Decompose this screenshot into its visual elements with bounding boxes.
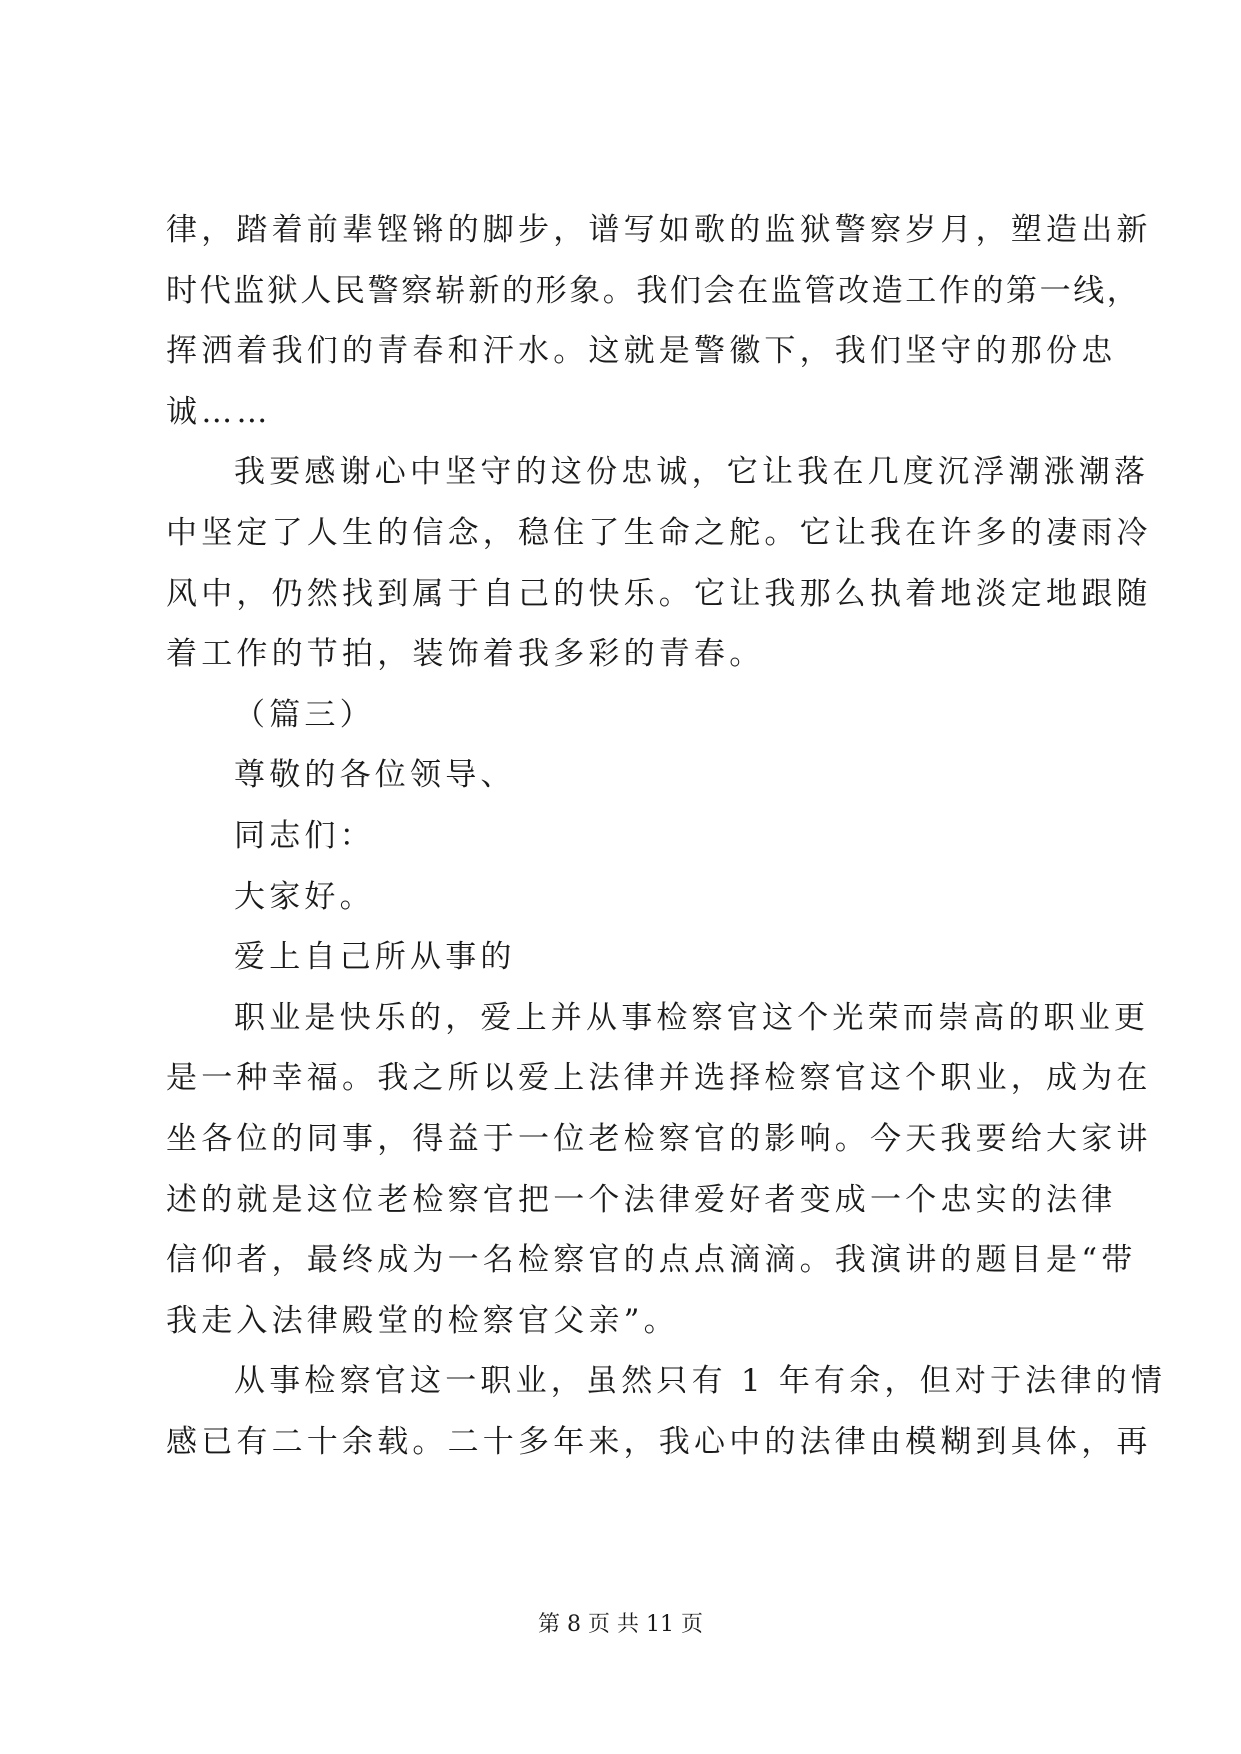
text-line: 着工作的节拍，装饰着我多彩的青春。 xyxy=(166,636,765,673)
page-footer: 第 8 页 共 11 页 xyxy=(538,1612,703,1637)
text-line: 述的就是这位老检察官把一个法律爱好者变成一个忠实的法律 xyxy=(166,1181,1117,1218)
text-line: （篇三） xyxy=(234,696,375,733)
text-line: 大家好。 xyxy=(234,878,375,915)
text-line: 尊敬的各位领导、 xyxy=(234,757,516,794)
text-line: 风中，仍然找到属于自己的快乐。它让我那么执着地淡定地跟随 xyxy=(166,575,1152,612)
text-line: 爱上自己所从事的 xyxy=(234,939,516,976)
text-line: 中坚定了人生的信念，稳住了生命之舵。它让我在许多的凄雨冷 xyxy=(166,514,1152,551)
text-line: 职业是快乐的，爱上并从事检察官这个光荣而崇高的职业更 xyxy=(234,999,1150,1036)
document-body xyxy=(166,200,1167,1472)
text-line: 坐各位的同事，得益于一位老检察官的影响。今天我要给大家讲 xyxy=(166,1120,1152,1157)
text-line: 从事检察官这一职业，虽然只有 1 年有余，但对于法律的情 xyxy=(234,1363,1167,1400)
text-line: 是一种幸福。我之所以爱上法律并选择检察官这个职业，成为在 xyxy=(166,1060,1152,1097)
text-line: 挥洒着我们的青春和汗水。这就是警徽下，我们坚守的那份忠 xyxy=(166,333,1117,370)
text-line: 诚…… xyxy=(166,393,272,430)
text-line: 同志们： xyxy=(234,817,375,854)
text-line: 律，踏着前辈铿锵的脚步，谱写如歌的监狱警察岁月，塑造出新 xyxy=(166,212,1152,248)
text-line: 我要感谢心中坚守的这份忠诚，它让我在几度沉浮潮涨潮落 xyxy=(234,454,1150,491)
text-line: 时代监狱人民警察崭新的形象。我们会在监管改造工作的第一线， xyxy=(166,272,1141,309)
text-line: 信仰者，最终成为一名检察官的点点滴滴。我演讲的题目是“带 xyxy=(166,1242,1137,1279)
text-line: 感已有二十余载。二十多年来，我心中的法律由模糊到具体，再 xyxy=(166,1423,1152,1460)
text-line: 我走入法律殿堂的检察官父亲”。 xyxy=(166,1302,679,1339)
